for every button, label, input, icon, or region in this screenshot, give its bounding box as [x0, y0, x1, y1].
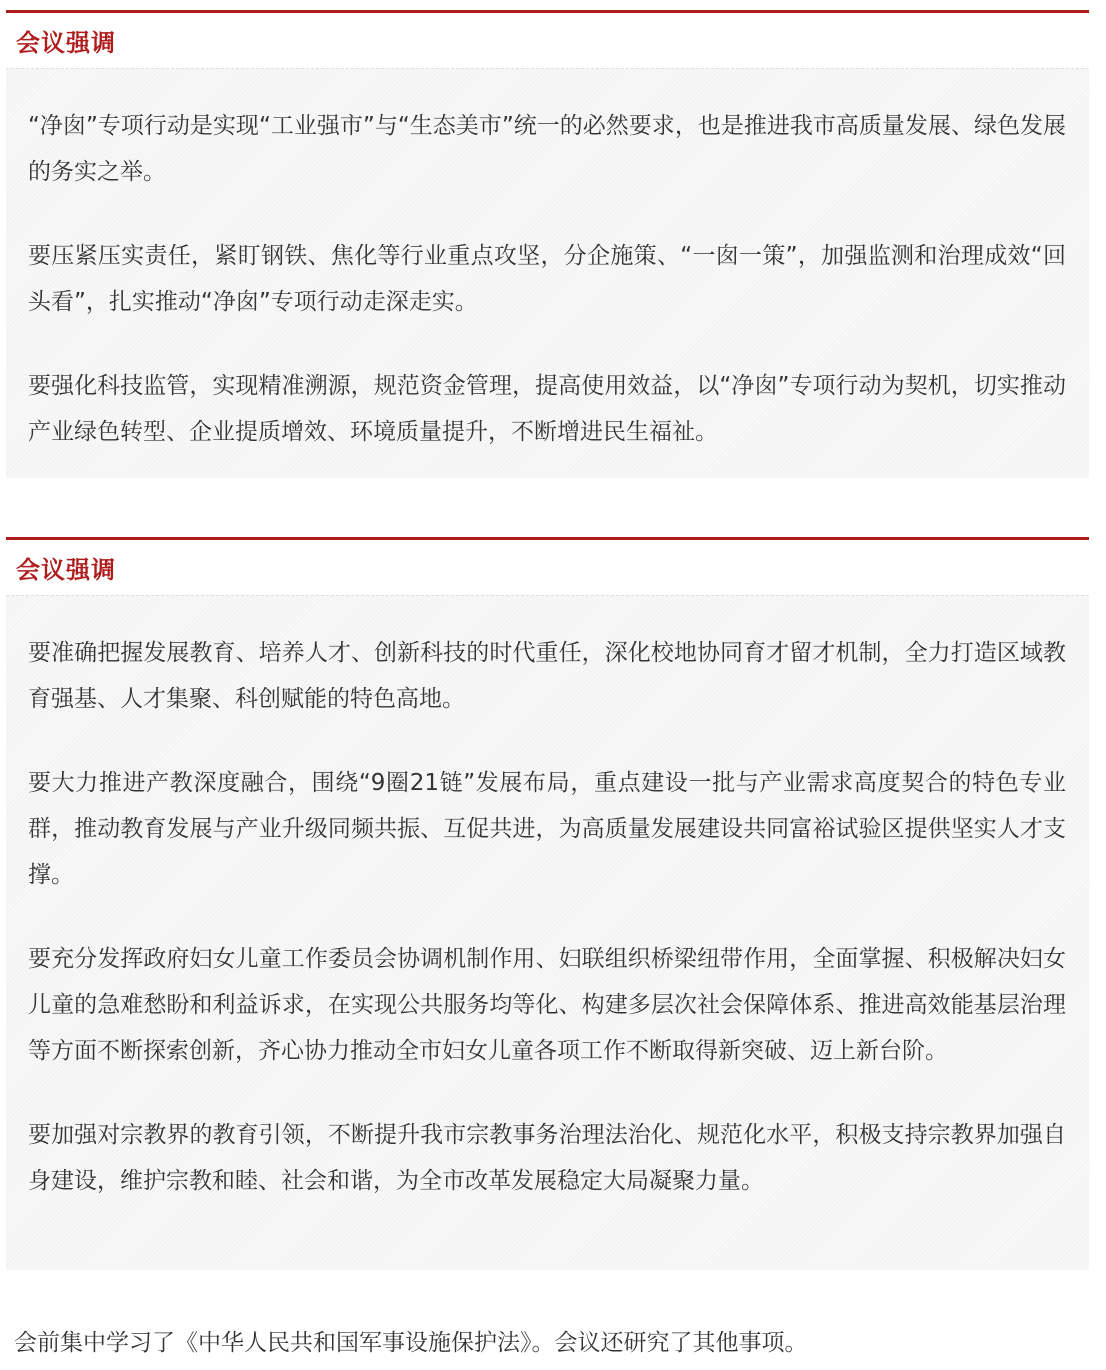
- paragraph: “净囱”专项行动是实现“工业强市”与“生态美市”统一的必然要求，也是推进我市高质量发展、绿色发展的务实之举。: [28, 113, 1066, 185]
- section-title: 会议强调: [16, 556, 116, 584]
- section-body: [6, 68, 1089, 478]
- paragraph: 要充分发挥政府妇女儿童工作委员会协调机制作用、妇联组织桥梁纽带作用，全面掌握、积极解决妇女儿童的急难愁盼和利益诉求，在实现公共服务均等化、构建多层次社会保障体系、推进高效能基层治理等方面不断探索创新，齐心协力推动全市妇女儿童各项工作不断取得新突破、迈上新台阶。: [28, 946, 1066, 1064]
- emphasis-section-1: [6, 10, 1089, 478]
- section-title: 会议强调: [16, 29, 116, 57]
- section-header: [6, 10, 1089, 68]
- paragraph: 要大力推进产教深度融合，围绕“9圈21链”发展布局，重点建设一批与产业需求高度契合的特色专业群，推动教育发展与产业升级同频共振、互促共进，为高质量发展建设共同富裕试验区提供坚实人才支撑。: [28, 770, 1066, 888]
- paragraph: 要强化科技监管，实现精准溯源，规范资金管理，提高使用效益，以“净囱”专项行动为契机，切实推动产业绿色转型、企业提质增效、环境质量提升，不断增进民生福祉。: [28, 373, 1066, 445]
- emphasis-section-2: [6, 537, 1089, 1270]
- closing-paragraph: 会前集中学习了《中华人民共和国军事设施保护法》。会议还研究了其他事项。: [14, 1330, 808, 1356]
- section-body: [6, 595, 1089, 1270]
- paragraph: 要压紧压实责任，紧盯钢铁、焦化等行业重点攻坚，分企施策、“一囱一策”，加强监测和治理成效“回头看”，扎实推动“净囱”专项行动走深走实。: [28, 243, 1066, 315]
- paragraph: 要加强对宗教界的教育引领，不断提升我市宗教事务治理法治化、规范化水平，积极支持宗教界加强自身建设，维护宗教和睦、社会和谐，为全市改革发展稳定大局凝聚力量。: [28, 1122, 1066, 1194]
- paragraph: 要准确把握发展教育、培养人才、创新科技的时代重任，深化校地协同育才留才机制，全力打造区域教育强基、人才集聚、科创赋能的特色高地。: [28, 640, 1066, 712]
- section-header: [6, 537, 1089, 595]
